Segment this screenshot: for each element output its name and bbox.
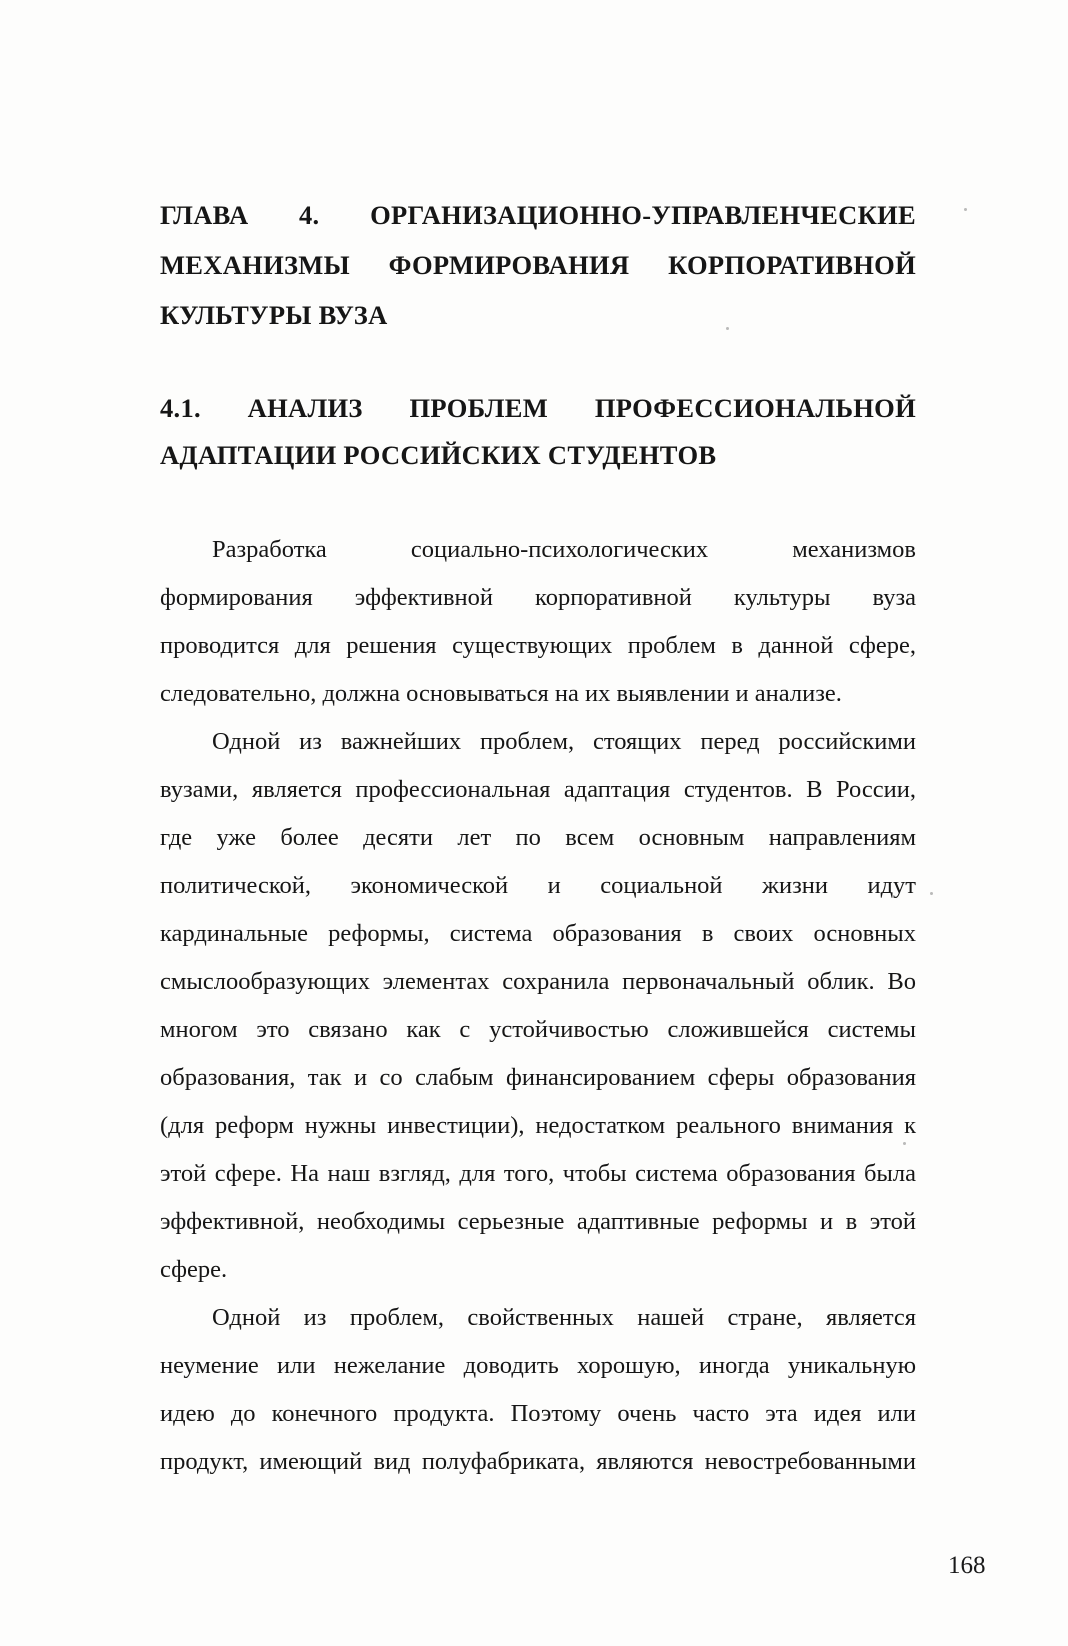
paragraph [160,718,916,1294]
text-line: следовательно, должна основываться на их выявлении и анализе. [160,680,842,707]
chapter-heading-line: ГЛАВА 4. ОРГАНИЗАЦИОННО-УПРАВЛЕНЧЕСКИЕ [160,200,916,230]
text-line: многом это связано как с устойчивостью сложившейся системы [160,1016,916,1043]
body-text [160,526,916,1486]
scan-speck [903,1142,906,1145]
page-number: 168 [948,1552,986,1579]
text-line: Одной из важнейших проблем, стоящих перед российскими [212,728,916,755]
chapter-heading-line: МЕХАНИЗМЫ ФОРМИРОВАНИЯ КОРПОРАТИВНОЙ [160,250,916,280]
chapter-heading-line: КУЛЬТУРЫ ВУЗА [160,300,388,330]
text-line: где уже более десяти лет по всем основным направлениям [160,824,916,851]
text-line: Разработка социально-психологических механизмов [212,536,916,563]
scan-speck [726,327,729,330]
chapter-heading [160,190,916,340]
text-line: продукт, имеющий вид полуфабриката, являются невостребованными [160,1448,916,1475]
text-line: формирования эффективной корпоративной культуры вуза [160,584,916,611]
paragraph [160,1294,916,1486]
text-line: этой сфере. На наш взгляд, для того, чтобы система образования была [160,1160,916,1187]
text-line: кардинальные реформы, система образования в своих основных [160,920,916,947]
section-heading-line: 4.1. АНАЛИЗ ПРОБЛЕМ ПРОФЕССИОНАЛЬНОЙ [160,393,916,423]
text-line: Одной из проблем, свойственных нашей стране, является [212,1304,916,1331]
text-line: смыслообразующих элементах сохранила первоначальный облик. Во [160,968,916,995]
text-line: идею до конечного продукта. Поэтому очень часто эта идея или [160,1400,916,1427]
scan-speck [964,208,967,211]
scan-speck [930,892,933,895]
section-heading-line: АДАПТАЦИИ РОССИЙСКИХ СТУДЕНТОВ [160,440,717,470]
text-line: (для реформ нужны инвестиции), недостатком реального внимания к [160,1112,916,1139]
text-line: неумение или нежелание доводить хорошую, иногда уникальную [160,1352,916,1379]
text-line: политической, экономической и социальной жизни идут [160,872,916,899]
text-line: эффективной, необходимы серьезные адаптивные реформы и в этой [160,1208,916,1235]
text-line: образования, так и со слабым финансированием сферы образования [160,1064,916,1091]
text-line: проводится для решения существующих проблем в данной сфере, [160,632,916,659]
text-line: вузами, является профессиональная адаптация студентов. В России, [160,776,916,803]
section-heading [160,385,916,479]
text-line: сфере. [160,1256,228,1283]
text-block [160,190,916,1486]
paragraph [160,526,916,718]
